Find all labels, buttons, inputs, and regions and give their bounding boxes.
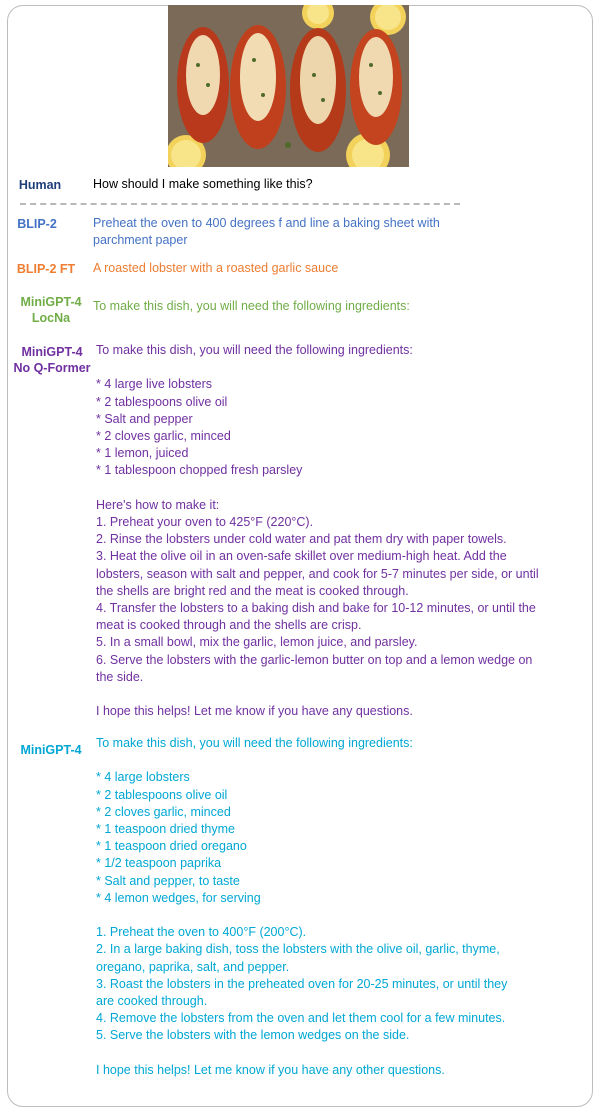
label-minigpt4-no-qformer xyxy=(10,344,94,376)
label-human: Human xyxy=(18,178,62,192)
label-line2: No Q-Former xyxy=(13,361,91,375)
divider xyxy=(20,203,460,205)
label-line1: MiniGPT-4 xyxy=(21,345,83,359)
label-line1: MiniGPT-4 xyxy=(20,295,82,309)
minigpt4-response: To make this dish, you will need the following ingredients: * 4 large lobsters * 2 tablespoons olive oil * 2 cloves garlic, minced * 1 teaspoon dried thyme * 1 teaspoon dried oregano * 1/2 teaspoon paprika * Salt and pepper, to taste * 4 lemon wedges, for serving 1. Preheat the oven to 400°F (200°C). 2. In a large baking dish, toss the lobsters with the olive oil, garlic, thyme, oregano, paprika, salt, and pepper. 3. Roast the lobsters in the preheated oven for 20-25 minutes, or until they are cooked through. 4. Remove the lobsters from the oven and let them cool for a few minutes. 5. Serve the lobsters with the lemon wedges on the side. I hope this helps! Let me know if you have any other questions. xyxy=(96,736,508,1077)
label-line2: LocNa xyxy=(31,311,71,325)
label-blip2: BLIP-2 xyxy=(17,217,57,231)
blip2-response: Preheat the oven to 400 degrees f and line a baking sheet with parchment paper xyxy=(93,216,440,248)
human-prompt: How should I make something like this? xyxy=(93,177,313,191)
minigpt4-no-qformer-response: To make this dish, you will need the following ingredients: * 4 large live lobsters * 2 tablespoons olive oil * Salt and pepper * 2 cloves garlic, minced * 1 lemon, juiced * 1 tablespoon chopped fresh parsley Here's how to make it: 1. Preheat your oven to 425°F (220°C). 2. Rinse the lobsters under cold water and pat them dry with paper towels. 3. Heat the olive oil in an oven-safe skillet over medium-high heat. Add the lobsters, season with salt and pepper, and cook for 5-7 minutes per side, or until the shells are bright red and the meat is cooked through. 4. Transfer the lobsters to a baking dish and bake for 10-12 minutes, or until the meat is cooked through and the shells are crisp. 5. In a small bowl, mix the garlic, lemon juice, and parsley. 6. Serve the lobsters with the garlic-lemon butter on top and a lemon wedge on the side. I hope this helps! Let me know if you have any questions. xyxy=(96,343,539,719)
label-minigpt4: MiniGPT-4 xyxy=(20,743,82,757)
label-blip2-ft: BLIP-2 FT xyxy=(16,262,76,276)
blip2-ft-response: A roasted lobster with a roasted garlic sauce xyxy=(93,261,339,275)
label-minigpt4-locna xyxy=(14,294,88,326)
lobster-photo xyxy=(168,5,409,167)
minigpt4-locna-response: To make this dish, you will need the following ingredients: xyxy=(93,299,410,313)
